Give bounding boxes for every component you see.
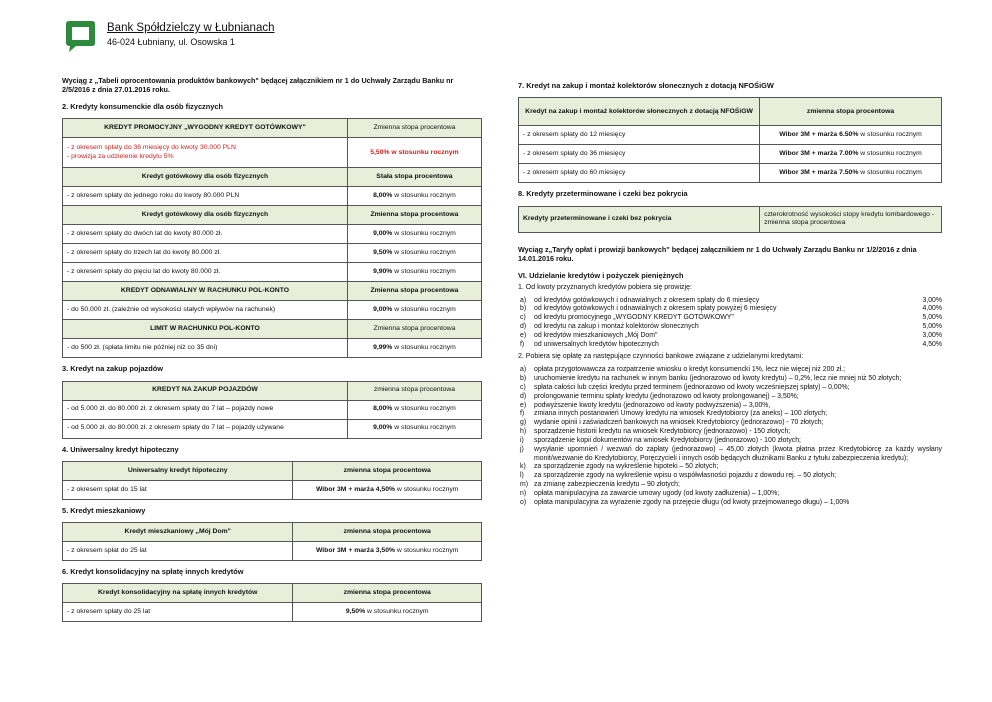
commission-intro: 1. Od kwoty przyznanych kredytów pobiera się prowizję: <box>518 283 692 291</box>
list-item: o) opłata manipulacyjna za wyrażenie zgody na przejęcie długu (od kwoty przejmowanego długu) – 1,00% <box>520 498 850 506</box>
table-header: Zmienna stopa procentowa <box>347 206 481 225</box>
table-header: KREDYT NA ZAKUP POJAZDÓW <box>63 381 348 400</box>
table-header: zmienna stopa procentowa <box>760 98 942 126</box>
promo-rate: 5,50% w stosunku rocznym <box>347 138 481 168</box>
table-cell: - do 50.000 zł. (zależnie od wysokości stałych wpływów na rachunek) <box>63 301 348 320</box>
rate-cell: 8,00% w stosunku rocznym <box>347 187 481 206</box>
list-item: e) od kredytów mieszkaniowych „Mój Dom" 3,00% <box>520 331 942 339</box>
list-item: g) wydanie opinii i zaświadczeń bankowych na wniosek Kredytobiorcy (jednorazowo) - 70 złotych; <box>520 419 824 427</box>
list-item: d) prolongowanie terminu spłaty kredytu (jednorazowo od kwoty prolongowanej) – 3,50%; <box>520 392 799 400</box>
table-header: zmienna stopa procentowa <box>293 584 482 603</box>
list-item: i) sporządzenie kopii dokumentów na wniosek Kredytobiorcy (jednorazowo) - 100 złotych; <box>520 436 801 444</box>
table-cell: - z okresem spłaty do 60 miesięcy <box>519 164 760 183</box>
promo-description: - z okresem spłaty do 36 miesięcy do kwoty 30.000 PLN - prowizja za udzielenie kredytu 5% <box>63 138 348 168</box>
list-item: c) spłata całości lub części kredytu przed terminem (jednorazowo od kwoty wcześniejszej spłaty) – 0,00%; <box>520 383 850 391</box>
table-header: Kredyt mieszkaniowy „Mój Dom" <box>63 523 293 542</box>
section-6-title: 6. Kredyt konsolidacyjny na spłatę innych kredytów <box>62 567 244 576</box>
overdue-credit-table <box>518 206 942 233</box>
table-header: czterokrotność wysokości stopy kredytu lombardowego - zmienna stopa procentowa <box>760 206 942 232</box>
rate-cell: 9,50% w stosunku rocznym <box>293 603 482 622</box>
table-header: Kredyt gotówkowy dla osób fizycznych <box>63 168 348 187</box>
list-item: l) za sporządzenie zgody na wykreślenie wpisu o współwłasności pojazdu z dowodu rej. – 50 złotych; <box>520 472 837 480</box>
list-item: a) od kredytów gotówkowych i odnawialnych z okresem spłaty do 6 miesięcy 3,00% <box>520 296 942 304</box>
table-header: LIMIT W RACHUNKU POL-KONTO <box>63 320 348 339</box>
bank-address: 46-024 Łubniany, ul. Osowska 1 <box>107 37 235 47</box>
intro-paragraph: Wyciąg z „Tabeli oprocentowania produktów bankowych" będącej załącznikiem nr 1 do Uchwały Zarządu Banku nr 2/5/2016 z dnia 27.01.2016 roku. <box>62 76 454 94</box>
list-item: n) opłata manipulacyjna za zawarcie umowy ugody (od kwoty zadłużenia) – 1,00%; <box>520 489 780 497</box>
rate-cell: 9,00% w stosunku rocznym <box>347 225 481 244</box>
rate-cell: Wibor 3M + marża 6.50% w stosunku rocznym <box>760 126 942 145</box>
rate-cell: Wibor 3M + marża 7.00% w stosunku rocznym <box>760 145 942 164</box>
table-cell: - z okresem spłaty do 36 miesięcy <box>519 145 760 164</box>
rate-cell: 9,90% w stosunku rocznym <box>347 263 481 282</box>
table-cell: - z okresem spłaty do pięciu lat do kwoty 80.000 zł. <box>63 263 348 282</box>
table-cell: - od 5.000 zł. do 80.000 zł. z okresem spłaty do 7 lat – pojazdy używane <box>63 419 348 438</box>
table-cell: - z okresem spłaty do trzech lat do kwoty 80.000 zł. <box>63 244 348 263</box>
table-header: Kredyt konsolidacyjny na spłatę innych kredytów <box>63 584 293 603</box>
list-item: k) za sporządzenie zgody na wykreślenie hipoteki – 50 złotych; <box>520 463 719 471</box>
right-column <box>518 81 942 507</box>
table-header: Kredyty przeterminowane i czeki bez pokrycia <box>519 206 760 232</box>
consolidation-table <box>62 583 482 622</box>
section-5-title: 5. Kredyt mieszkaniowy <box>62 505 146 515</box>
table-header: Zmienna stopa procentowa <box>347 320 481 339</box>
consumer-credit-table <box>62 118 482 358</box>
table-header: KREDYT PROMOCYJNY „WYGODNY KREDYT GOTÓWKOWY" <box>63 119 348 138</box>
table-header: Kredyt gotówkowy dla osób fizycznych <box>63 206 348 225</box>
vehicle-credit-table <box>62 381 482 439</box>
rate-cell: Wibor 3M + marża 4,50% w stosunku rocznym <box>293 480 482 499</box>
rate-cell: 8,00% w stosunku rocznym <box>347 400 481 419</box>
fees-list <box>518 366 942 507</box>
solar-credit-table <box>518 97 942 183</box>
list-item: f) zmiana innych postanowień Umowy kredytu na wniosek Kredytobiorcy (za aneks) – 100 złotych; <box>520 410 827 418</box>
list-item: j) wysyłanie upomnień / wezwań do zapłaty (jednorazowo) – 45,00 złotych (kwota płatna przez Kredytobiorcę za każdy wysłany monit/wezwanie do Kredytobiorcy, Poręczycieli i innych osób będących dłużnikami Banku z tytułu zabezpieczenia kredytu); <box>520 445 942 462</box>
tariff-intro: Wyciąg z„Taryfy opłat i prowizji bankowych" będącej załącznikiem nr 1 do Uchwały Zarządu Banku nr 1/2/2016 z dnia 14.01.2016 roku. <box>518 244 917 263</box>
section-vi-title: VI. Udzielanie kredytów i pożyczek pieniężnych <box>518 270 684 280</box>
commission-list <box>518 297 942 350</box>
housing-credit-table <box>62 522 482 561</box>
section-4-title: 4. Uniwersalny kredyt hipoteczny <box>62 444 179 454</box>
list-item: e) podwyższenie kwoty kredytu (jednorazowo od kwoty podwyższenia) – 3,00%, <box>520 401 771 409</box>
list-item: b) od kredytów gotówkowych i odnawialnych z okresem spłaty powyżej 6 miesięcy 4,00% <box>520 305 942 313</box>
table-cell: - z okresem spłaty do jednego roku do kwoty 80.000 PLN <box>63 187 348 206</box>
bank-name[interactable]: Bank Spółdzielczy w Łubnianach <box>107 22 275 34</box>
table-cell: - do 500 zł. (spłata limitu nie później niż co 35 dni) <box>63 339 348 358</box>
table-cell: - z okresem spłat do 15 lat <box>63 480 293 499</box>
list-item: a) opłata przygotowawcza za rozpatrzenie wniosku o kredyt konsumencki 1%, lecz nie więcej niż 200 zł.; <box>520 366 845 374</box>
table-header: zmienna stopa procentowa <box>293 523 482 542</box>
list-item: m) za zmianę zabezpieczenia kredytu – 90 złotych; <box>520 480 680 488</box>
table-header: zmienna stopa procentowa <box>347 381 481 400</box>
list-item: h) sporządzenie historii kredytu na wniosek Kredytobiorcy (jednorazowo) - 150 złotych; <box>520 428 791 436</box>
left-column <box>62 76 482 622</box>
table-header: Stała stopa procentowa <box>347 168 481 187</box>
section-7-title: 7. Kredyt na zakup i montaż kolektorów słonecznych z dotacją NFOŚiGW <box>518 81 774 90</box>
table-header: Zmienna stopa procentowa <box>347 119 481 138</box>
table-header: Zmienna stopa procentowa <box>347 282 481 301</box>
table-cell: - z okresem spłat do 25 lat <box>63 542 293 561</box>
rate-cell: 9,00% w stosunku rocznym <box>347 419 481 438</box>
bank-logo <box>62 18 98 54</box>
section-8-title: 8. Kredyty przeterminowane i czeki bez pokrycia <box>518 189 688 199</box>
table-header: zmienna stopa procentowa <box>293 461 482 480</box>
table-cell: - od 5.000 zł. do 80.000 zł. z okresem spłaty do 7 lat – pojazdy nowe <box>63 400 348 419</box>
list-item: d) od kredytu na zakup i montaż kolektorów słonecznych 5,00% <box>520 322 942 330</box>
mortgage-table <box>62 461 482 500</box>
fees-intro: 2. Pobiera się opłatę za następujące czynności bankowe związane z udzielanymi kredytami: <box>518 353 804 361</box>
list-item: c) od kredytu promocyjnego „WYGODNY KREDYT GOTÓWKOWY" 5,00% <box>520 314 942 322</box>
table-cell: - z okresem spłaty do 12 miesięcy <box>519 126 760 145</box>
table-cell: - z okresem spłaty do 25 lat <box>63 603 293 622</box>
table-header: Kredyt na zakup i montaż kolektorów słonecznych z dotacją NFOŚiGW <box>519 98 760 126</box>
rate-cell: Wibor 3M + marża 7.50% w stosunku rocznym <box>760 164 942 183</box>
list-item: f) od uniwersalnych kredytów hipotecznych 4,50% <box>520 340 942 348</box>
section-3-title: 3. Kredyt na zakup pojazdów <box>62 364 164 374</box>
rate-cell: 9,00% w stosunku rocznym <box>347 301 481 320</box>
list-item: b) uruchomienie kredytu na rachunek w innym banku (jednorazowo od kwoty kredytu) – 0,2%, lecz nie mniej niż 50 złotych; <box>520 375 902 383</box>
table-cell: - z okresem spłaty do dwóch lat do kwoty 80.000 zł. <box>63 225 348 244</box>
section-2-title: 2. Kredyty konsumenckie dla osób fizycznych <box>62 102 224 111</box>
rate-cell: 9,50% w stosunku rocznym <box>347 244 481 263</box>
table-header: Uniwersalny kredyt hipoteczny <box>63 461 293 480</box>
rate-cell: Wibor 3M + marża 3,50% w stosunku rocznym <box>293 542 482 561</box>
rate-cell: 9,99% w stosunku rocznym <box>347 339 481 358</box>
table-header: KREDYT ODNAWIALNY W RACHUNKU POL-KONTO <box>63 282 348 301</box>
